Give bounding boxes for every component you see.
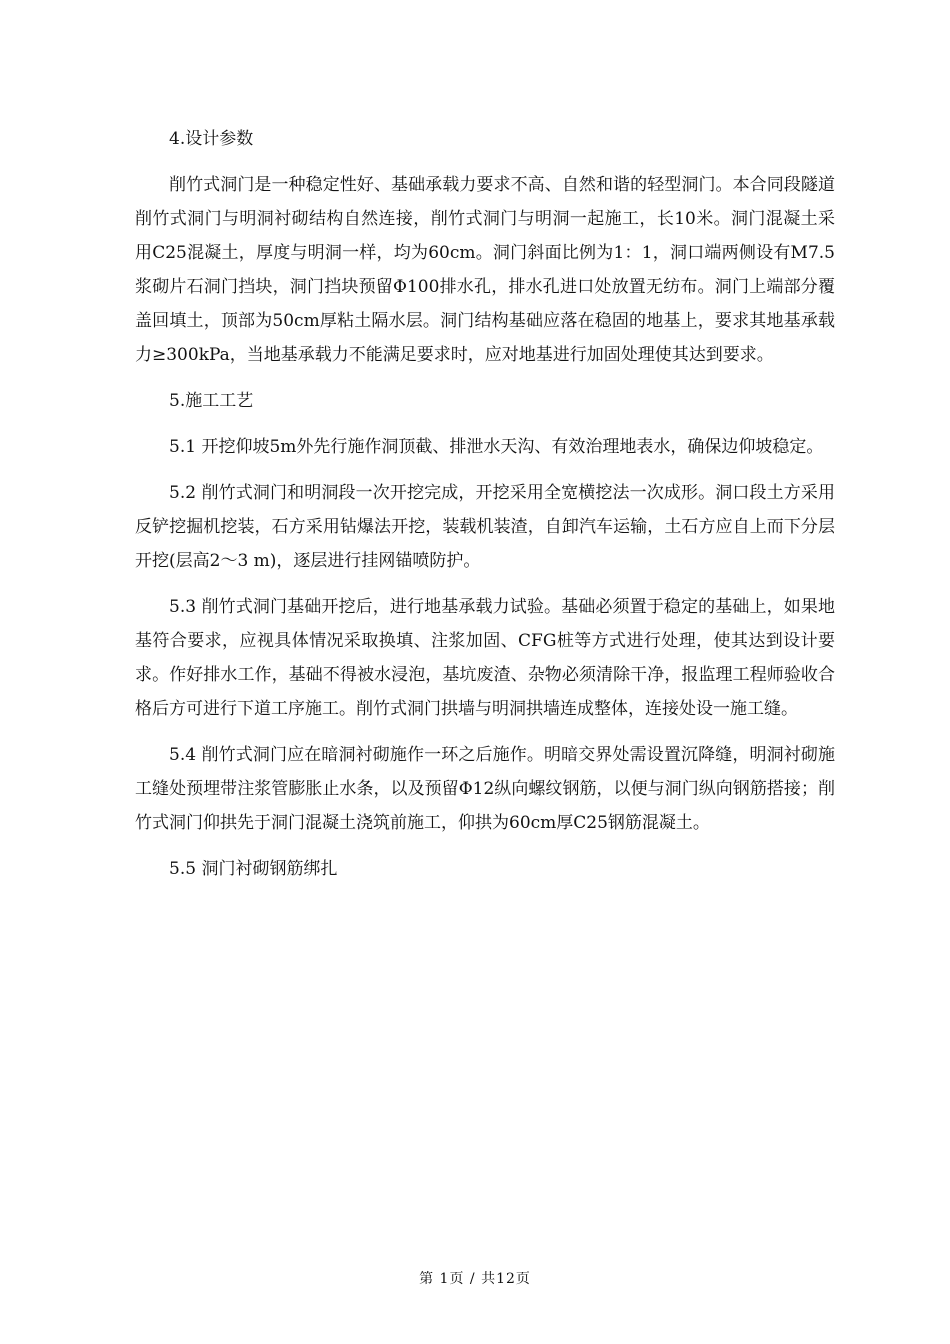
paragraph-5-4: 5.4 削竹式洞门应在暗洞衬砌施作一环之后施作。明暗交界处需设置沉降缝，明洞衬砌施工缝处预埋带注浆管膨胀止水条，以及预留Φ12纵向螺纹钢筋，以便与洞门纵向钢筋搭接；削竹式洞门仰拱先于洞门混凝土浇筑前施工，仰拱为60cm厚C25钢筋混凝土。: [135, 745, 835, 833]
paragraph-5-2: 5.2 削竹式洞门和明洞段一次开挖完成，开挖采用全宽横挖法一次成形。洞口段土方采用反铲挖掘机挖装，石方采用钻爆法开挖，装载机装渣，自卸汽车运输，土石方应自上而下分层开挖(层高2～3 m)，逐层进行挂网锚喷防护。: [135, 483, 835, 571]
page-number-footer: 第 1页 / 共12页: [419, 1271, 531, 1287]
paragraph-design-parameters: 削竹式洞门是一种稳定性好、基础承载力要求不高、自然和谐的轻型洞门。本合同段隧道削竹式洞门与明洞衬砌结构自然连接，削竹式洞门与明洞一起施工，长10米。洞门混凝土采用C25混凝土，厚度与明洞一样，均为60cm。洞门斜面比例为1：1，洞口端两侧设有M7.5浆砌片石洞门挡块，洞门挡块预留Φ100排水孔，排水孔进口处放置无纺布。洞门上端部分覆盖回填土，顶部为50cm厚粘土隔水层。洞门结构基础应落在稳固的地基上，要求其地基承载力≥300kPa，当地基承载力不能满足要求时，应对地基进行加固处理使其达到要求。: [135, 175, 835, 365]
section-heading-design-parameters: 4.设计参数: [169, 129, 254, 149]
section-heading-construction-process: 5.施工工艺: [169, 391, 254, 411]
paragraph-5-1: 5.1 开挖仰坡5m外先行施作洞顶截、排泄水天沟、有效治理地表水，确保边仰坡稳定。: [169, 437, 824, 457]
section-heading-5-5: 5.5 洞门衬砌钢筋绑扎: [169, 859, 338, 879]
paragraph-5-3: 5.3 削竹式洞门基础开挖后，进行地基承载力试验。基础必须置于稳定的基础上，如果地基符合要求，应视具体情况采取换填、注浆加固、CFG桩等方式进行处理，使其达到设计要求。作好排水工作，基础不得被水浸泡，基坑废渣、杂物必须清除干净，报监理工程师验收合格后方可进行下道工序施工。削竹式洞门拱墙与明洞拱墙连成整体，连接处设一施工缝。: [135, 597, 835, 719]
document-body: [135, 122, 835, 898]
